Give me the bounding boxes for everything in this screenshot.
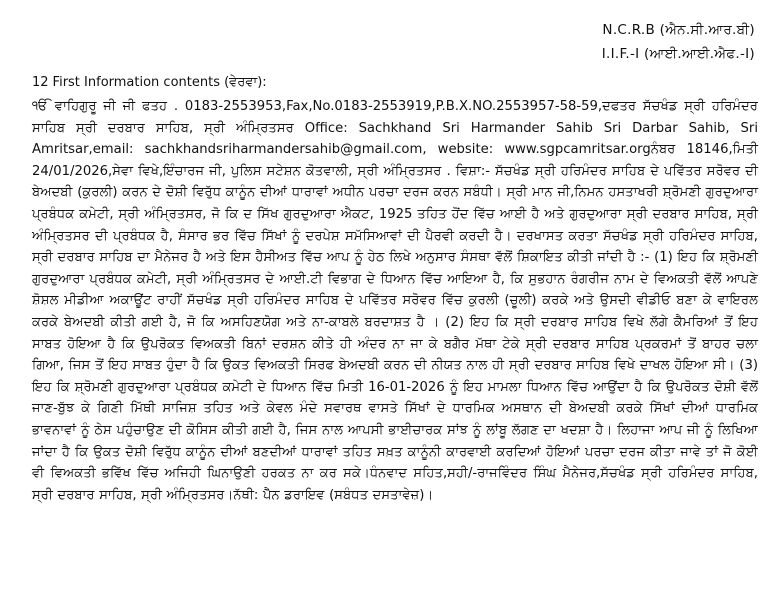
ncrb-header: N.C.R.B (ਐਨ.ਸੀ.ਆਰ.ਬੀ) [602,22,755,38]
fir-contents-text: ੴ ਵਾਹਿਗੁਰੂ ਜੀ ਜੀ ਫਤਹ . 0183-2553953,Fax,No.0183-2553919,P.B.X.NO.2553957-58-59,ਦਫਤਰ ਸੱਚਖੰਡ ਸ੍ਰੀ ਹਰਿਮੰਦਰ ਸਾਹਿਬ ਸ੍ਰੀ ਦਰਬਾਰ ਸਾਹਿਬ, ਸ੍ਰੀ ਅੰਮ੍ਰਿਤਸਰ Office: Sachkhand Sri Harmander Sahib Sri Darbar Sahib, Sri Amritsar,email: sachkhandsriharmandersahib@gmail.com, website: www.sgpcamritsar.orgਨੰਬਰ 18146,ਮਿਤੀ 24/01/2026,ਸੇਵਾ ਵਿਖੇ,ਇੰਚਾਰਜ ਜੀ, ਪੁਲਿਸ ਸਟੇਸ਼ਨ ਕੋਤਵਾਲੀ, ਸ੍ਰੀ ਅੰਮ੍ਰਿਤਸਰ . ਵਿਸ਼ਾ:- ਸੱਚਖੰਡ ਸ੍ਰੀ ਹਰਿਮੰਦਰ ਸਾਹਿਬ ਦੇ ਪਵਿੱਤਰ ਸਰੋਵਰ ਦੀ ਬੇਅਦਬੀ (ਕੁਰਲੀ) ਕਰਨ ਦੇ ਦੋਸ਼ੀ ਵਿਰੁੱਧ ਕਾਨੂੰਨ ਦੀਆਂ ਧਾਰਾਵਾਂ ਅਧੀਨ ਪਰਚਾ ਦਰਜ ਕਰਨ ਸਬੰਧੀ। ਸ੍ਰੀ ਮਾਨ ਜੀ,ਨਿਮਨ ਹਸਤਾਖਰੀ ਸ਼੍ਰੋਮਣੀ ਗੁਰਦੁਆਰਾ ਪ੍ਰਬੰਧਕ ਕਮੇਟੀ, ਸ੍ਰੀ ਅੰਮ੍ਰਿਤਸਰ, ਜੋ ਕਿ ਦ ਸਿੱਖ ਗੁਰਦੁਆਰਾ ਐਕਟ, 1925 ਤਹਿਤ ਹੋਂਦ ਵਿੱਚ ਆਈ ਹੈ ਅਤੇ ਗੁਰਦੁਆਰਾ ਸ੍ਰੀ ਦਰਬਾਰ ਸਾਹਿਬ, ਸ੍ਰੀ ਅੰਮ੍ਰਿਤਸਰ ਦੀ ਪ੍ਰਬੰਧਕ ਹੈ, ਸੰਸਾਰ ਭਰ ਵਿੱਚ ਸਿੱਖਾਂ ਨੂੰ ਦਰਪੇਸ਼ ਸਮੱਸਿਆਵਾਂ ਦੀ ਪੈਰਵੀ ਕਰਦੀ ਹੈ। ਦਰਖਾਸਤ ਕਰਤਾ ਸੱਚਖੰਡ ਸ੍ਰੀ ਹਰਿਮੰਦਰ ਸਾਹਿਬ, ਸ੍ਰੀ ਦਰਬਾਰ ਸਾਹਿਬ ਦਾ ਮੈਨੇਜਰ ਹੈ ਅਤੇ ਇਸ ਹੈਸੀਅਤ ਵਿੱਚ ਆਪ ਨੂੰ ਹੇਠ ਲਿਖੇ ਅਨੁਸਾਰ ਸੰਸਥਾ ਵੱਲੋਂ ਸ਼ਿਕਾਇਤ ਕੀਤੀ ਜਾਂਦੀ ਹੈ :- (1) ਇਹ ਕਿ ਸ਼੍ਰੋਮਣੀ ਗੁਰਦੁਆਰਾ ਪ੍ਰਬੰਧਕ ਕਮੇਟੀ, ਸ੍ਰੀ ਅੰਮ੍ਰਿਤਸਰ ਦੇ ਆਈ.ਟੀ ਵਿਭਾਗ ਦੇ ਧਿਆਨ ਵਿੱਚ ਆਇਆ ਹੈ, ਕਿ ਸੁਭਹਾਨ ਰੰਗਰੀਜ ਨਾਮ ਦੇ ਵਿਅਕਤੀ ਵੱਲੋਂ ਆਪਣੇ ਸ਼ੋਸ਼ਲ ਮੀਡੀਆ ਅਕਾਊਂਟ ਰਾਹੀਂ ਸੱਚਖੰਡ ਸ੍ਰੀ ਹਰਿਮੰਦਰ ਸਾਹਿਬ ਦੇ ਪਵਿੱਤਰ ਸਰੋਵਰ ਵਿੱਚ ਕੁਰਲੀ (ਚੂਲੀ) ਕਰਕੇ ਅਤੇ ਉਸਦੀ ਵੀਡੀਓ ਬਣਾ ਕੇ ਵਾਇਰਲ ਕਰਕੇ ਬੇਅਦਬੀ ਕੀਤੀ ਗਈ ਹੈ, ਜੋ ਕਿ ਅਸਹਿਣਯੋਗ ਅਤੇ ਨਾ-ਕਾਬਲੇ ਬਰਦਾਸ਼ਤ ਹੈ । (2) ਇਹ ਕਿ ਸ੍ਰੀ ਦਰਬਾਰ ਸਾਹਿਬ ਵਿਖੇ ਲੱਗੇ ਕੈਮਰਿਆਂ ਤੋਂ ਇਹ ਸਾਬਤ ਹੋਇਆ ਹੈ ਕਿ ਉਪਰੋਕਤ ਵਿਅਕਤੀ ਬਿਨਾਂ ਦਰਸ਼ਨ ਕੀਤੇ ਹੀ ਅੰਦਰ ਨਾ ਜਾ ਕੇ ਬਗੈਰ ਮੱਥਾ ਟੇਕੇ ਸ੍ਰੀ ਦਰਬਾਰ ਸਾਹਿਬ ਪ੍ਰਕਰਮਾਂ ਤੋਂ ਬਾਹਰ ਚਲਾ ਗਿਆ, ਜਿਸ ਤੋਂ ਇਹ ਸਾਬਤ ਹੁੰਦਾ ਹੈ ਕਿ ਉਕਤ ਵਿਅਕਤੀ ਸਿਰਫ ਬੇਅਦਬੀ ਕਰਨ ਦੀ ਨੀਯਤ ਨਾਲ ਹੀ ਸ੍ਰੀ ਦਰਬਾਰ ਸਾਹਿਬ ਵਿਖੇ ਦਾਖਲ ਹੋਇਆ ਸੀ। (3) ਇਹ ਕਿ ਸ਼੍ਰੋਮਣੀ ਗੁਰਦੁਆਰਾ ਪ੍ਰਬੰਧਕ ਕਮੇਟੀ ਦੇ ਧਿਆਨ ਵਿੱਚ ਮਿਤੀ 16-01-2026 ਨੂੰ ਇਹ ਮਾਮਲਾ ਧਿਆਨ ਵਿੱਚ ਆਉਂਦਾ ਹੈ ਕਿ ਉਪਰੋਕਤ ਦੋਸ਼ੀ ਵੱਲੋਂ ਜਾਣ-ਬੁੱਝ ਕੇ ਗਿਣੀ ਮਿੱਥੀ ਸਾਜਿਸ਼ ਤਹਿਤ ਅਤੇ ਕੇਵਲ ਮੰਦੇ ਸਵਾਰਥ ਵਾਸਤੇ ਸਿੱਖਾਂ ਦੇ ਧਾਰਮਿਕ ਅਸਥਾਨ ਦੀ ਬੇਅਦਬੀ ਕਰਕੇ ਸਿੱਖਾਂ ਦੀਆਂ ਧਾਰਮਿਕ ਭਾਵਨਾਵਾਂ ਨੂੰ ਠੇਸ ਪਹੁੰਚਾਉਣ ਦੀ ਕੋਸਿਸ ਕੀਤੀ ਗਈ ਹੈ, ਜਿਸ ਨਾਲ ਆਪਸੀ ਭਾਈਚਾਰਕ ਸਾਂਝ ਨੂੰ ਲਾਂਬੂ ਲੱਗਣ ਦਾ ਖਦਸ਼ਾ ਹੈ। ਲਿਹਾਜਾ ਆਪ ਜੀ ਨੂੰ ਲਿਖਿਆ ਜਾਂਦਾ ਹੈ ਕਿ ਉਕਤ ਦੋਸ਼ੀ ਵਿਰੁੱਧ ਕਾਨੂੰਨ ਦੀਆਂ ਬਣਦੀਆਂ ਧਾਰਾਵਾਂ ਤਹਿਤ ਸਖ਼ਤ ਕਾਨੂੰਨੀ ਕਾਰਵਾਈ ਕਰਦਿਆਂ ਹੋਇਆਂ ਪਰਚਾ ਦਰਜ ਕੀਤਾ ਜਾਵੇ ਤਾਂ ਜੋ ਕੋਈ ਵੀ ਵਿਅਕਤੀ ਭਵਿੱਖ ਵਿੱਚ ਅਜਿਹੀ ਘਿਨਾਉਣੀ ਹਰਕਤ ਨਾ ਕਰ ਸਕੇ।ਧੰਨਵਾਦ ਸਹਿਤ,ਸਹੀ/-ਰਾਜਵਿੰਦਰ ਸਿੰਘ ਮੈਨੇਜਰ,ਸੱਚਖੰਡ ਸ੍ਰੀ ਹਰਿਮੰਦਰ ਸਾਹਿਬ, ਸ੍ਰੀ ਦਰਬਾਰ ਸਾਹਿਬ, ਸ੍ਰੀ ਅੰਮ੍ਰਿਤਸਰ।ਨੱਥੀ: ਪੈੱਨ ਡਰਾਇਵ (ਸਬੰਧਤ ਦਸਤਾਵੇਜ਼)। [32,99,758,503]
section-number: 12 [32,75,49,90]
iif-form-header: I.I.F.-I (ਆਈ.ਆਈ.ਐਫ.-I) [601,46,755,62]
section-heading [32,75,267,91]
section-title: First Information contents (ਵੇਰਵਾ): [52,75,267,90]
